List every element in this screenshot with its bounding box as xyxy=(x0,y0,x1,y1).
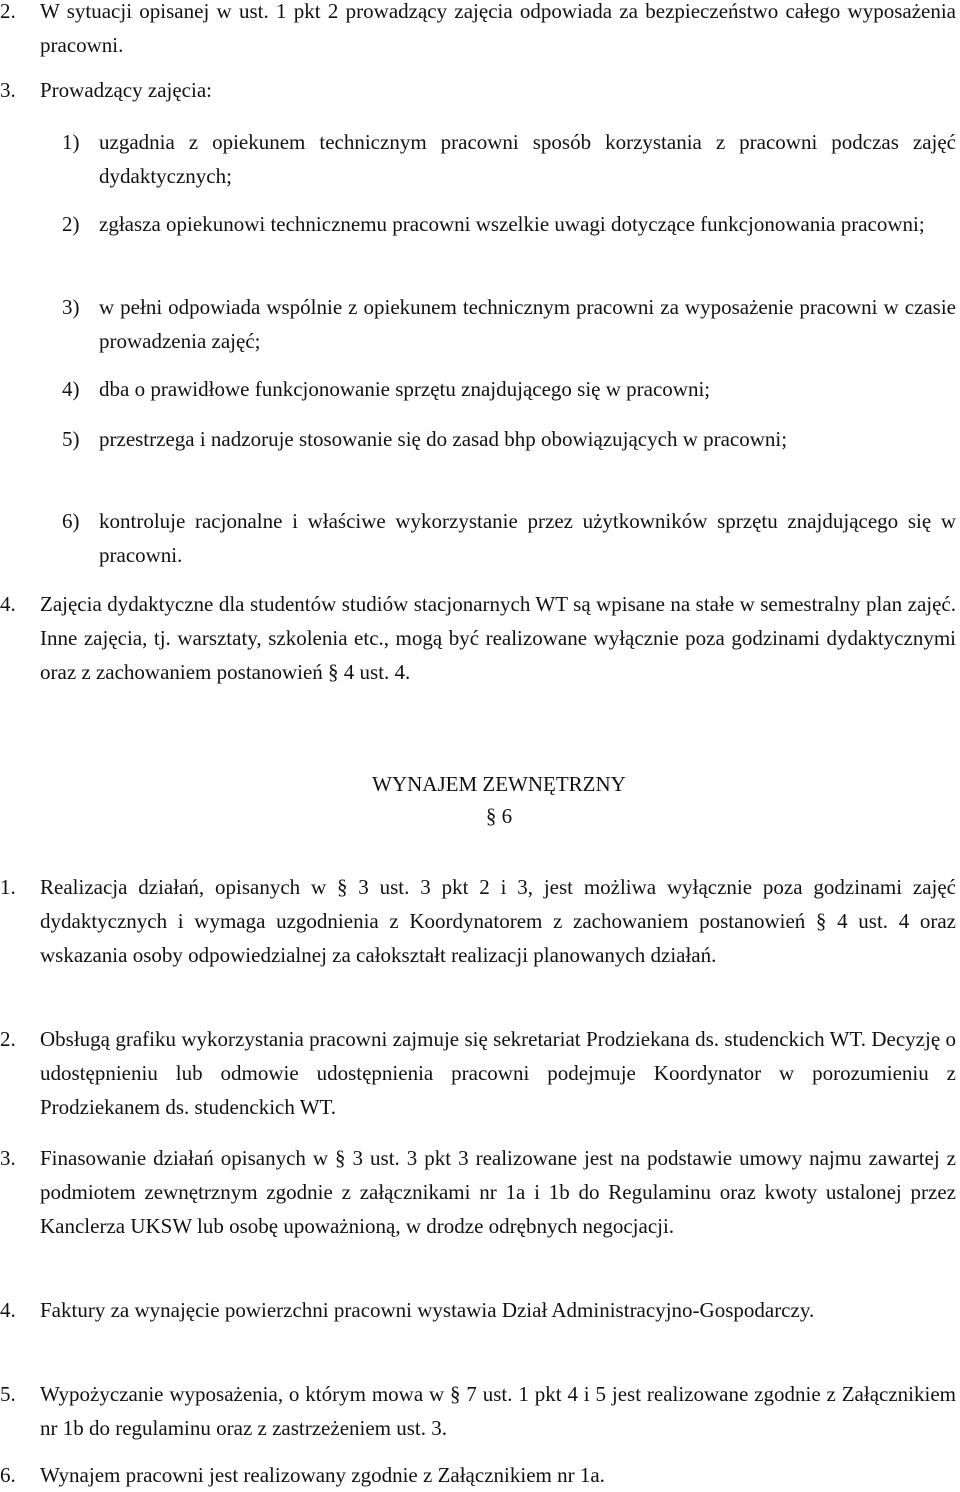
item-text: Realizacja działań, opisanych w § 3 ust. 3 pkt 2 i 3, jest możliwa wyłącznie poza godzinami zajęć dydaktycznych i wymaga uzgodnienia z Koordynatorem z zachowaniem postanowień § 4 ust. 4 oraz wskazania osoby odpowiedzialnej za całokształt realizacji planowanych działań. xyxy=(40,875,956,967)
item-text: Wypożyczanie wyposażenia, o którym mowa w § 7 ust. 1 pkt 4 i 5 jest realizowane zgodnie z Załącznikiem nr 1b do regulaminu oraz z zastrzeżeniem ust. 3. xyxy=(40,1382,956,1440)
subitem-text: uzgadnia z opiekunem technicznym pracowni sposób korzystania z pracowni podczas zajęć dydaktycznych; xyxy=(99,130,956,188)
item-number: 2. xyxy=(0,1027,16,1051)
list-item xyxy=(0,587,956,689)
subitem-text: w pełni odpowiada wspólnie z opiekunem technicznym pracowni za wyposażenie pracowni w czasie prowadzenia zajęć; xyxy=(99,295,956,353)
list-item xyxy=(0,73,956,107)
subitem-number: 5) xyxy=(62,427,80,451)
paragraph-number: § 6 xyxy=(485,804,513,828)
item-number: 1. xyxy=(0,875,16,899)
item-text: Wynajem pracowni jest realizowany zgodnie z Załącznikiem nr 1a. xyxy=(40,1463,605,1487)
list-item xyxy=(0,1377,956,1445)
item-text: Prowadzący zajęcia: xyxy=(40,78,212,102)
subitem-text: zgłasza opiekunowi technicznemu pracowni wszelkie uwagi dotyczące funkcjonowania pracowni; xyxy=(99,212,925,236)
item-number: 4. xyxy=(0,592,16,616)
item-number: 5. xyxy=(0,1382,16,1406)
item-number: 3. xyxy=(0,78,16,102)
sub-list-item xyxy=(62,422,956,456)
subitem-number: 6) xyxy=(62,509,80,533)
item-text: W sytuacji opisanej w ust. 1 pkt 2 prowadzący zajęcia odpowiada za bezpieczeństwo całego wyposażenia pracowni. xyxy=(40,0,956,57)
item-number: 4. xyxy=(0,1298,16,1322)
list-item xyxy=(0,0,956,62)
sub-list-item xyxy=(62,125,956,193)
item-number: 3. xyxy=(0,1146,16,1170)
sub-list-item xyxy=(62,290,956,358)
list-item xyxy=(0,1141,956,1243)
item-text: Zajęcia dydaktyczne dla studentów studiów stacjonarnych WT są wpisane na stałe w semestralny plan zajęć. Inne zajęcia, tj. warsztaty, szkolenia etc., mogą być realizowane wyłącznie poza godzinami dydaktycznymi oraz z zachowaniem postanowień § 4 ust. 4. xyxy=(40,592,956,684)
list-item xyxy=(0,1022,956,1124)
subitem-number: 3) xyxy=(62,295,80,319)
subitem-text: dba o prawidłowe funkcjonowanie sprzętu znajdującego się w pracowni; xyxy=(99,377,711,401)
item-number: 2. xyxy=(0,0,16,23)
section-title: WYNAJEM ZEWNĘTRZNY xyxy=(372,772,626,796)
list-item xyxy=(0,1458,956,1492)
sub-list-item xyxy=(62,207,956,241)
item-text: Finasowanie działań opisanych w § 3 ust. 3 pkt 3 realizowane jest na podstawie umowy najmu zawartej z podmiotem zewnętrznym zgodnie z załącznikami nr 1a i 1b do Regulaminu oraz kwoty ustalonej przez Kanclerza UKSW lub osobę upoważnioną, w drodze odrębnych negocjacji. xyxy=(40,1146,956,1238)
item-text: Obsługą grafiku wykorzystania pracowni zajmuje się sekretariat Prodziekana ds. studenckich WT. Decyzję o udostępnieniu lub odmowie udostępnienia pracowni podejmuje Koordynator w porozumieniu z Prodziekanem ds. studenckich WT. xyxy=(40,1027,956,1119)
subitem-text: przestrzega i nadzoruje stosowanie się do zasad bhp obowiązujących w pracowni; xyxy=(99,427,788,451)
item-number: 6. xyxy=(0,1463,16,1487)
sub-list-item xyxy=(62,372,956,406)
subitem-number: 2) xyxy=(62,212,80,236)
item-text: Faktury za wynajęcie powierzchni pracowni wystawia Dział Administracyjno-Gospodarczy. xyxy=(40,1298,815,1322)
list-item xyxy=(0,1293,956,1327)
list-item xyxy=(0,870,956,972)
sub-list-item xyxy=(62,504,956,572)
subitem-number: 1) xyxy=(62,130,80,154)
subitem-text: kontroluje racjonalne i właściwe wykorzystanie przez użytkowników sprzętu znajdującego się w pracowni. xyxy=(99,509,956,567)
subitem-number: 4) xyxy=(62,377,80,401)
